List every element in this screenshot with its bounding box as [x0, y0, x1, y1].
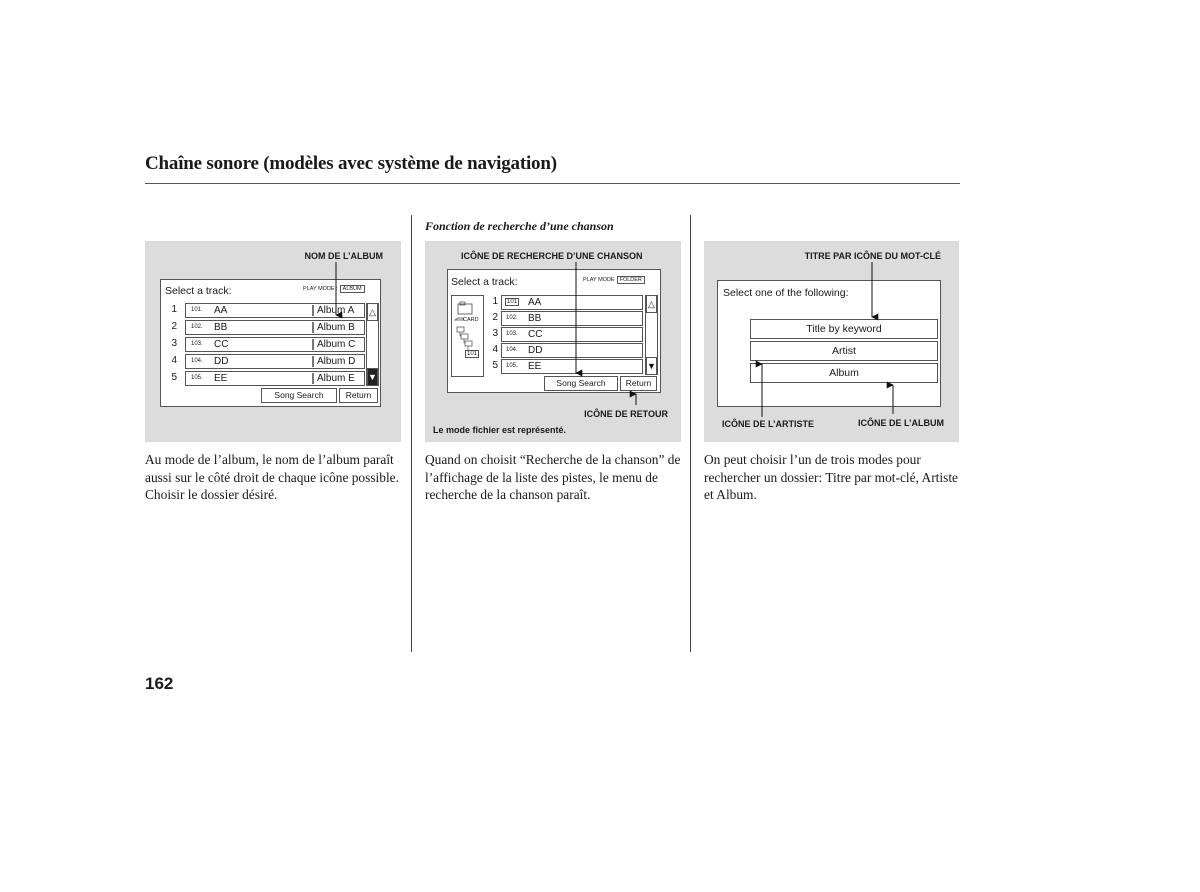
track-number: 3 — [492, 328, 498, 339]
track-number: 2 — [171, 321, 177, 332]
scroll-up-icon[interactable]: △ — [646, 295, 657, 313]
track-code: 102. — [506, 315, 518, 321]
album-button[interactable]: Album — [750, 363, 938, 383]
track-code: 105. — [191, 375, 203, 381]
track-number: 5 — [171, 372, 177, 383]
track-code: 103. — [506, 331, 518, 337]
track-name: BB — [528, 313, 542, 324]
track-number: 3 — [171, 338, 177, 349]
play-mode-label: PLAY MODE : — [303, 286, 338, 292]
callout-song-search-icon: ICÔNE DE RECHERCHE D’UNE CHANSON — [461, 251, 643, 261]
track-album: Album D — [312, 356, 355, 367]
track-number: 4 — [171, 355, 177, 366]
track-row[interactable] — [165, 303, 365, 318]
column-divider-1 — [411, 215, 412, 652]
caption-album-mode: Au mode de l’album, le nom de l’album paraît aussi sur le côté droit de chaque icône possible. Choisir le dossier désiré. — [145, 452, 399, 502]
track-code: 104. — [191, 358, 203, 364]
track-name: DD — [214, 356, 229, 367]
column-divider-2 — [690, 215, 691, 652]
track-name: DD — [528, 345, 543, 356]
track-button[interactable] — [185, 354, 365, 369]
play-mode-value: ALBUM — [340, 285, 365, 293]
track-list-screen — [160, 279, 381, 407]
return-button[interactable]: Return — [339, 388, 378, 403]
search-mode-screen — [717, 280, 941, 407]
track-name: CC — [214, 339, 229, 350]
page-title: Chaîne sonore (modèles avec système de navigation) — [145, 153, 557, 174]
track-row[interactable] — [488, 343, 643, 358]
track-list-screen — [447, 269, 661, 393]
track-album: Album A — [312, 305, 354, 316]
track-code: 103. — [191, 341, 203, 347]
track-row[interactable] — [488, 295, 643, 310]
figure-search-modes — [704, 241, 959, 442]
figure-song-search — [425, 241, 681, 442]
scroll-up-icon[interactable]: △ — [367, 303, 378, 321]
callout-return-icon: ICÔNE DE RETOUR — [584, 409, 668, 419]
figure-footnote: Le mode fichier est représenté. — [433, 425, 567, 435]
track-button[interactable] — [185, 303, 365, 318]
track-album: Album C — [312, 339, 355, 350]
page-number: 162 — [145, 674, 174, 693]
play-mode-indicator — [583, 277, 645, 283]
track-number: 2 — [492, 312, 498, 323]
caption-song-search: Quand on choisit “Recherche de la chanson” de l’affichage de la liste des pistes, le menu de recherche de la chanson paraît. — [425, 452, 681, 502]
track-name: AA — [528, 297, 542, 308]
track-code: 102. — [191, 324, 203, 330]
track-number: 4 — [492, 344, 498, 355]
track-album: Album B — [312, 322, 355, 333]
scroll-down-icon[interactable]: ▼ — [646, 357, 657, 375]
track-button[interactable] — [501, 343, 643, 358]
track-button[interactable] — [501, 327, 643, 342]
screen-prompt: Select a track: — [451, 276, 518, 288]
track-name: CC — [528, 329, 543, 340]
track-name: EE — [528, 361, 542, 372]
track-button[interactable] — [185, 320, 365, 335]
figure-album-mode — [145, 241, 401, 442]
track-row[interactable] — [165, 320, 365, 335]
song-search-button[interactable]: Song Search — [261, 388, 337, 403]
caption-search-modes: On peut choisir l’un de trois modes pour rechercher un dossier: Titre par mot-clé, Artiste et Album. — [704, 452, 958, 502]
track-code: 101 — [507, 299, 518, 305]
track-number: 1 — [492, 296, 498, 307]
track-row[interactable] — [488, 311, 643, 326]
track-code: 104. — [506, 347, 518, 353]
track-row[interactable] — [165, 371, 365, 386]
track-row[interactable] — [165, 354, 365, 369]
track-row[interactable] — [165, 337, 365, 352]
folder-tree-panel[interactable] — [451, 295, 484, 377]
song-search-button[interactable]: Song Search — [544, 376, 618, 391]
artist-button[interactable]: Artist — [750, 341, 938, 361]
track-number: 5 — [492, 360, 498, 371]
return-button[interactable]: Return — [620, 376, 657, 391]
callout-album-icon: ICÔNE DE L’ALBUM — [857, 418, 944, 428]
card-label: CARD — [463, 317, 479, 323]
screen-prompt: Select one of the following: — [723, 287, 849, 299]
track-button[interactable] — [185, 337, 365, 352]
track-button[interactable] — [185, 371, 365, 386]
section-heading: Fonction de recherche d’une chanson — [425, 219, 614, 233]
folder-tag: 101 — [467, 351, 478, 357]
track-code: 105. — [506, 363, 518, 369]
title-by-keyword-button[interactable]: Title by keyword — [750, 319, 938, 339]
title-divider — [145, 183, 960, 184]
track-name: BB — [214, 322, 228, 333]
scrollbar[interactable] — [645, 295, 658, 375]
callout-artist-icon: ICÔNE DE L’ARTISTE — [722, 419, 815, 429]
track-name: EE — [214, 373, 228, 384]
track-name: AA — [214, 305, 228, 316]
track-row[interactable] — [488, 359, 643, 374]
track-button[interactable] — [501, 311, 643, 326]
callout-title-by-keyword: TITRE PAR ICÔNE DU MOT-CLÉ — [804, 251, 941, 261]
scroll-down-icon[interactable]: ▼ — [367, 368, 378, 386]
play-mode-indicator — [303, 286, 365, 292]
callout-album-name: NOM DE L’ALBUM — [304, 251, 383, 261]
track-row[interactable] — [488, 327, 643, 342]
track-button[interactable] — [501, 359, 643, 374]
scrollbar[interactable] — [366, 303, 379, 386]
folder-tree-icon — [452, 296, 485, 378]
track-album: Album E — [312, 373, 355, 384]
play-mode-label: PLAY MODE — [583, 277, 615, 283]
track-button[interactable] — [501, 295, 643, 310]
track-number: 1 — [171, 304, 177, 315]
track-code: 101. — [191, 307, 203, 313]
screen-prompt: Select a track: — [165, 285, 232, 297]
play-mode-value: FOLDER — [617, 276, 645, 284]
